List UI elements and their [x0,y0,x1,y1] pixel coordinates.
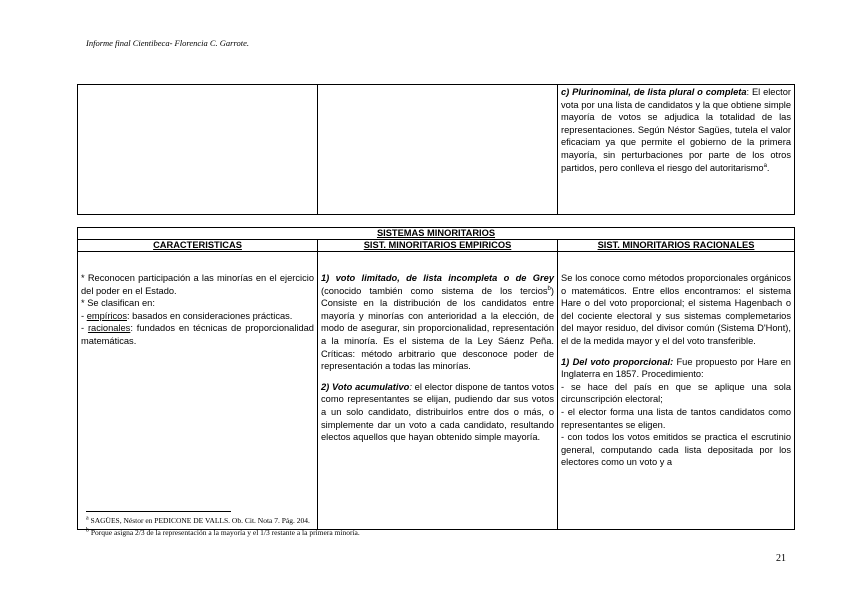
sistemas-minoritarios-table [77,227,795,530]
footnote-ref-a[interactable]: a [763,162,767,169]
caracteristicas-line1: * Reconocen participación a las minorías en el ejercicio del poder en el Estado. [81,273,314,296]
footnote-ref-b[interactable]: b [547,285,551,292]
footnote-separator [86,511,231,512]
voto-acumulativo-title: 2) Voto acumulativo [321,381,410,392]
table-title: SISTEMAS MINORITARIOS [78,228,795,240]
racionales-item: - racionales: fundados en técnicas de proporcionalidad matemáticas. [81,323,314,346]
procedure-step-2: - el elector forma una lista de tantos candidatos como representantes se eligen. [561,406,791,430]
voto-acumulativo-paragraph: 2) Voto acumulativo: el elector dispone de tantos votos como representantes se elijan, pudiendo dar sus votos a un solo candidato, distribuirlos entre dos o más, o simplemente dar un voto a cada candidato, resultando electos aquellos que hayan obtenido simple mayoría. [321,381,554,443]
empiricos-cell [318,252,558,530]
racionales-label: racionales [87,323,131,334]
continuation-table [77,84,795,215]
empiricos-label: empíricos [86,310,127,321]
footnote-b [86,528,360,537]
caracteristicas-cell [78,252,318,530]
procedure-step-1: - se hace del país en que se aplique una sola circunscripción electoral; [561,381,791,405]
empty-cell-1 [78,85,318,215]
voto-limitado-paragraph [321,272,554,373]
racionales-cell [558,252,795,530]
racionales-text: fundados en técnicas de proporcionalidad matemáticas. [81,323,314,346]
plurinominal-text: El elector vota por una lista de candidatos y la que obtiene simple mayoría de votos se adjudica la totalidad de las representaciones. Según Néstor Sagües, tutela el valor eficaciam ya que permite el gobierno de la primera mayoría, sin perturbaciones por parte de los otros partidos, pero conlleva el riesgo del autoritarismo [561,87,791,173]
footnote-a-mark: a [86,515,89,522]
caracteristicas-line2: * Se clasifican en: [81,298,155,309]
voto-limitado-text-b: ) Consiste en la distribución de los candidatos entre mayoría y minorías con anterioridad a la elección, de modo de asegurar, sin proporcionalidad, representación a la minoría. Es el sistema de la Ley Sáenz Peña. Críticas: método arbitrario que desconoce poder de representación a todas las minorías. [321,285,554,372]
voto-proporcional-title: 1) Del voto proporcional: [561,356,674,367]
empty-cell-2 [318,85,558,215]
footnote-a-text: SAGÜES, Néstor en PEDICONE DE VALLS. Ob. Cit. Nota 7. Pág. 204. [90,516,310,525]
procedure-step-3: - con todos los votos emitidos se practica el escrutinio general, computando cada lista depositada por los electores como un voto y a [561,432,791,468]
voto-proporcional-paragraph [561,356,791,381]
col-header-racionales: SIST. MINORITARIOS RACIONALES [558,240,795,252]
plurinominal-cell: c) Plurinominal, de lista plural o completa: El elector vota por una lista de candidatos y la que obtiene simple mayoría de votos se adjudica la totalidad de las representaciones. Según Néstor Sagües, tutela el valor eficaciam ya que permite el gobierno de la primera mayoría, sin perturbaciones por parte de los otros partidos, pero conlleva el riesgo del autoritarismo$^a$. [558,85,795,215]
footnote-a [86,516,310,525]
col-header-empiricos: SIST. MINORITARIOS EMPIRICOS [318,240,558,252]
voto-acumulativo-text: el elector dispone de tantos votos como representantes se elijan, pudiendo dar sus votos a un solo candidato, distribuirlos entre dos o más, o simplemente dar un voto a cada candidato, resultando electos aquellos que hayan obtenido simple mayoría. [321,381,554,443]
running-header: Informe final Cientibeca- Florencia C. Garrote. [86,38,249,48]
voto-limitado-title: 1) voto limitado, de lista incompleta o de Grey [321,273,554,283]
empiricos-text: basados en consideraciones prácticas. [132,310,293,321]
page-number: 21 [776,553,786,564]
voto-limitado-text-a: (conocido también como sistema de los tercios [321,285,548,296]
empiricos-item: - empíricos: basados en consideraciones prácticas. [81,310,293,321]
voto-proporcional-text: Fue propuesto por Hare en Inglaterra en 1857. Procedimiento: [561,356,791,380]
racionales-intro: Se los conoce como métodos proporcionales orgánicos o matemáticos. Entre ellos encontramos: el sistema Hare o del voto proporcional; el sistema Hagenbach o del cociente electoral y sus sistemas complemetarios del mayor residuo, del divisor común (Sistema D'Hont), el de la medida mayor y el del voto transferible. [561,273,791,346]
plurinominal-title: c) Plurinominal, de lista plural o completa [561,87,747,97]
footnote-b-mark: b [86,527,89,534]
col-header-caracteristicas: CARACTERISTICAS [78,240,318,252]
footnote-b-text: Porque asigna 2/3 de la representación a la mayoría y el 1/3 restante a la primera minoría. [90,528,360,537]
